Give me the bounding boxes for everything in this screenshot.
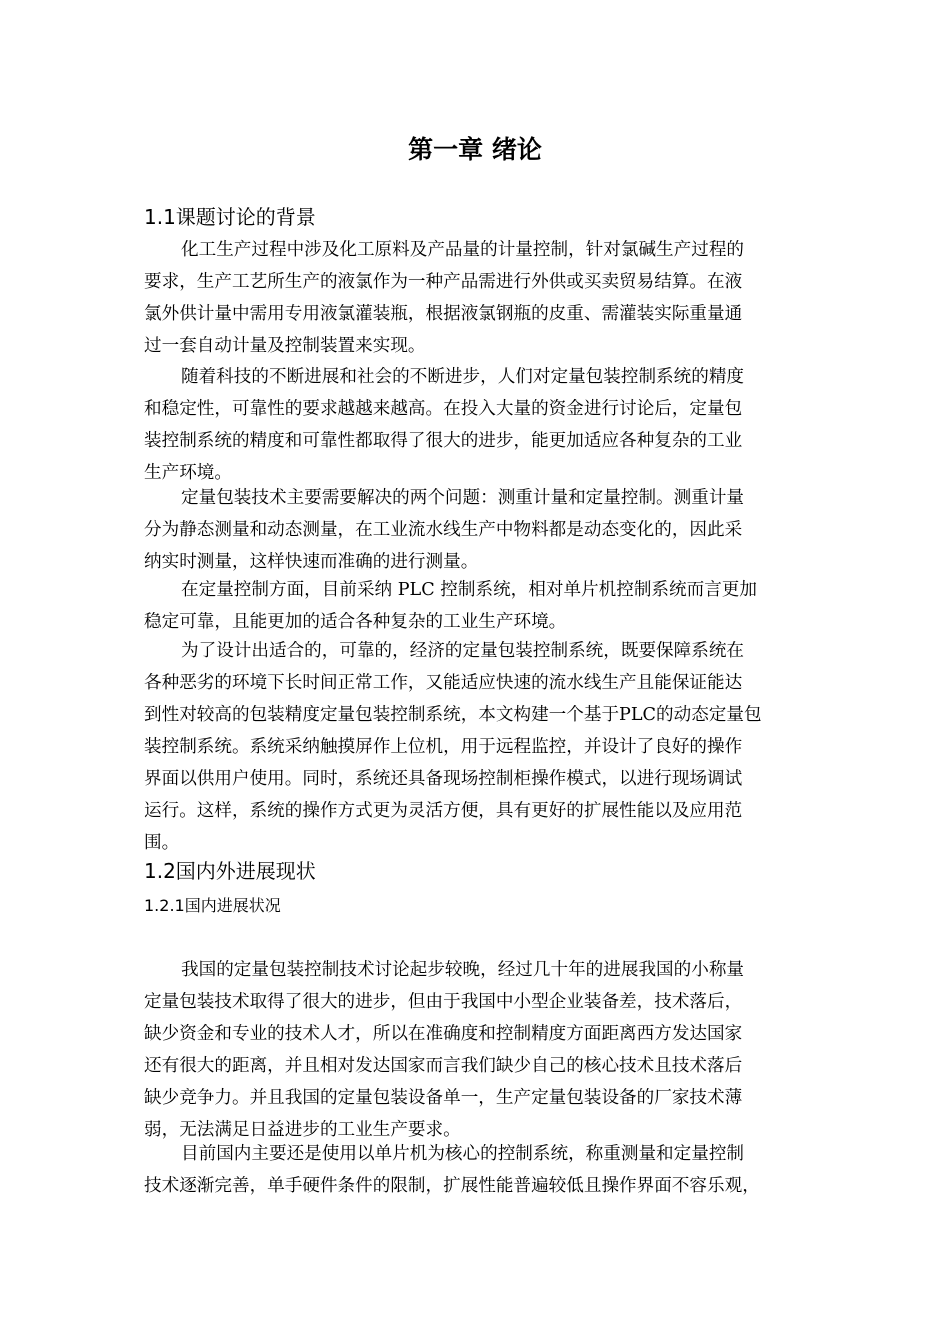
paragraph-line: 还有很大的距离，并且相对发达国家而言我们缺少自己的核心技术且技术落后 xyxy=(144,1056,743,1076)
section-heading-1-2: 1.2国内外进展现状 xyxy=(144,859,316,883)
paragraph-line: 各种恶劣的环境下长时间正常工作，又能适应快速的流水线生产且能保证能达 xyxy=(144,673,743,693)
paragraph-line: 运行。这样，系统的操作方式更为灵活方便，具有更好的扩展性能以及应用范 xyxy=(144,801,743,821)
paragraph-line: 分为静态测量和动态测量，在工业流水线生产中物料都是动态变化的，因此采 xyxy=(144,520,743,540)
paragraph-line: 化工生产过程中涉及化工原料及产品量的计量控制，针对氯碱生产过程的 xyxy=(181,240,745,260)
subsection-heading-1-2-1: 1.2.1国内进展状况 xyxy=(144,896,281,915)
paragraph-line: 缺少资金和专业的技术人才，所以在准确度和控制精度方面距离西方发达国家 xyxy=(144,1024,743,1044)
paragraph-4 xyxy=(144,574,818,638)
paragraph-line: 界面以供用户使用。同时，系统还具备现场控制柜操作模式，以进行现场调试 xyxy=(144,769,743,789)
paragraph-line: 定量包装技术取得了很大的进步，但由于我国中小型企业装备差，技术落后， xyxy=(144,992,743,1012)
paragraph-line: 随着科技的不断进展和社会的不断进步，人们对定量包装控制系统的精度 xyxy=(181,367,745,387)
paragraph-6 xyxy=(144,954,818,1146)
paragraph-line: 装控制系统。系统采纳触摸屏作上位机，用于远程监控，并设计了良好的操作 xyxy=(144,737,743,757)
paragraph-line: 我国的定量包装控制技术讨论起步较晚，经过几十年的进展我国的小称量 xyxy=(181,960,745,980)
paragraph-line: 氯外供计量中需用专用液氯灌装瓶，根据液氯钢瓶的皮重、需灌装实际重量通 xyxy=(144,304,743,324)
paragraph-2 xyxy=(144,361,818,489)
paragraph-7 xyxy=(144,1138,818,1202)
paragraph-line: 和稳定性，可靠性的要求越越来越高。在投入大量的资金进行讨论后，定量包 xyxy=(144,399,743,419)
paragraph-line: 在定量控制方面，目前采纳 PLC 控制系统，相对单片机控制系统而言更加 xyxy=(181,580,757,600)
paragraph-line: 生产环境。 xyxy=(144,463,232,483)
paragraph-3 xyxy=(144,482,818,578)
paragraph-line: 要求，生产工艺所生产的液氯作为一种产品需进行外供或买卖贸易结算。在液 xyxy=(144,272,743,292)
paragraph-line: 目前国内主要还是使用以单片机为核心的控制系统，称重测量和定量控制 xyxy=(181,1144,745,1164)
paragraph-line: 缺少竞争力。并且我国的定量包装设备单一，生产定量包装设备的厂家技术薄 xyxy=(144,1088,743,1108)
paragraph-1 xyxy=(144,234,818,362)
paragraph-5 xyxy=(144,635,818,859)
paragraph-line: 纳实时测量，这样快速而准确的进行测量。 xyxy=(144,552,479,572)
section-heading-1-1: 1.1课题讨论的背景 xyxy=(144,205,316,229)
paragraph-line: 为了设计出适合的，可靠的，经济的定量包装控制系统，既要保障系统在 xyxy=(181,641,745,661)
paragraph-line: 技术逐渐完善，单手硬件条件的限制，扩展性能普遍较低且操作界面不容乐观， xyxy=(144,1176,760,1196)
paragraph-line: 过一套自动计量及控制装置来实现。 xyxy=(144,336,426,356)
paragraph-line: 到性对较高的包装精度定量包装控制系统，本文构建一个基于PLC的动态定量包 xyxy=(144,705,762,725)
paragraph-line: 定量包装技术主要需要解决的两个问题：测重计量和定量控制。测重计量 xyxy=(181,488,745,508)
paragraph-line: 弱，无法满足日益进步的工业生产要求。 xyxy=(144,1120,461,1140)
paragraph-line: 装控制系统的精度和可靠性都取得了很大的进步，能更加适应各种复杂的工业 xyxy=(144,431,743,451)
chapter-title: 第一章 绪论 xyxy=(408,135,542,164)
paragraph-line: 围。 xyxy=(144,833,180,853)
paragraph-line: 稳定可靠，且能更加的适合各种复杂的工业生产环境。 xyxy=(144,612,567,632)
